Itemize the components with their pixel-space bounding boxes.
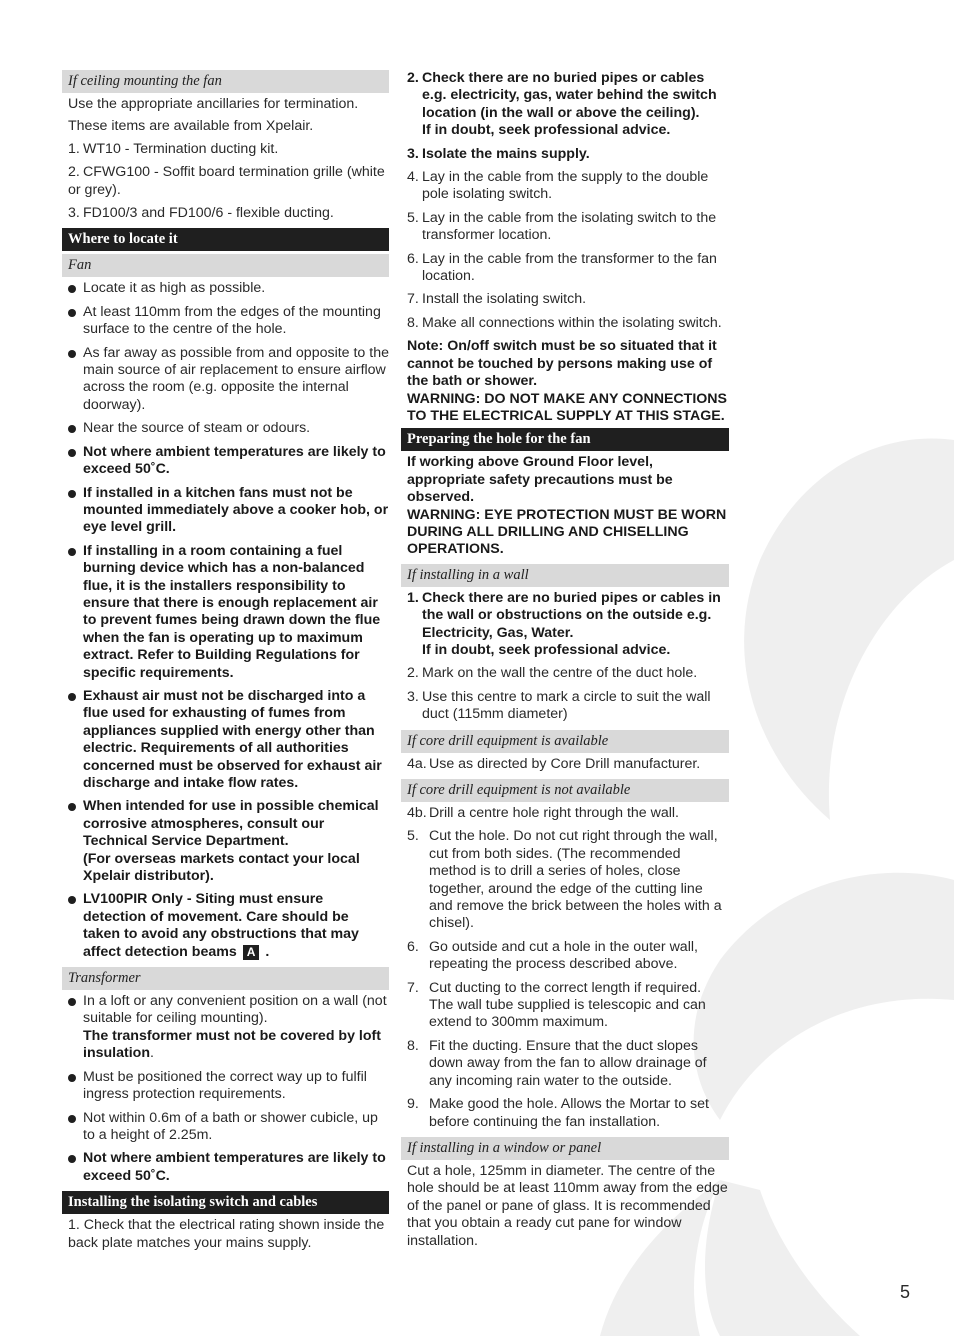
window-install-header: If installing in a window or panel [401,1137,729,1160]
bullet-icon [68,490,76,498]
where-to-locate-header: Where to locate it [62,228,389,251]
list-item: 1. Check there are no buried pipes or cables in the wall or obstructions on the outside e.g. Electricity, Gas, Water. If in doubt, seek professional advice. [407,589,721,658]
list-item: 6. Lay in the cable from the transformer to the fan location. [407,250,717,285]
list-item: Near the source of steam or odours. [62,420,389,437]
list-item: If installing in a room containing a fuel burning device which has a non-balanced flue, it is the installers responsibility to ensure that there is enough replacement air to prevent fumes being drawn down the flue when the fan is operating up to maximum extract. Refer to Building Regulations for specific requirements. [62,543,389,682]
bullet-icon [68,425,76,433]
bullet-icon [68,449,76,457]
list-item: At least 110mm from the edges of the mounting surface to the centre of the hole. [62,304,389,339]
fan-header: Fan [62,254,389,277]
bullet-icon [68,693,76,701]
list-item: LV100PIR Only - Siting must ensure detection of movement. Care should be taken to avoid any obstructions that may affect detection beams A . [62,891,389,961]
list-item: When intended for use in possible chemical corrosive atmospheres, consult our Technical Service Department. (For overseas markets contact your local Xpelair distributor). [62,798,389,885]
list-item: Exhaust air must not be discharged into a flue used for exhausting of fumes from appliances supplied with energy other than electric. Requirements of all authorities concerned must be observed for exhaust air discharge and intake flow rates. [62,688,389,792]
preparing-hole-header: Preparing the hole for the fan [401,428,729,451]
list-item: 1. WT10 - Termination ducting kit. [68,140,279,157]
bullet-icon [68,1074,76,1082]
list-item: 2. Check there are no buried pipes or cables e.g. electricity, gas, water behind the switch location (in the wall or above the ceiling). If in doubt, seek professional advice. [407,70,717,139]
list-item: 6. Go outside and cut a hole in the outer wall, repeating the process described above. [407,938,698,973]
list-item: 7. Cut ducting to the correct length if required. The wall tube supplied is telescopic and can extend to 300mm maximum. [407,979,706,1031]
switch-note: Note: On/off switch must be so situated that it cannot be touched by persons making use of the bath or shower. WARNING: DO NOT MAKE ANY CONNECTIONS TO THE ELECTRICAL SUPPLY AT THIS STAGE. [407,338,728,424]
list-item: Locate it as high as possible. [62,280,389,297]
list-item: 2. Mark on the wall the centre of the duct hole. [407,665,698,682]
figure-reference-badge: A [243,945,260,960]
list-item: 5. Lay in the cable from the isolating switch to the transformer location. [407,209,717,244]
ceiling-intro-1: Use the appropriate ancillaries for termination. [68,96,359,112]
list-item: 4b. Drill a centre hole right through the wall. [407,805,679,821]
list-item: 5. Cut the hole. Do not cut right through the wall, cut from both sides. (The recommended method is to drill a series of holes, close together, around the edge of the cutting line and remove the brick between the holes with a chisel). [407,828,722,932]
page-number: 5 [900,1282,911,1302]
list-item: 3. FD100/3 and FD100/6 - flexible ducting. [68,205,334,222]
list-item: 3. Isolate the mains supply. [407,145,590,162]
bullet-icon [68,1115,76,1123]
core-drill-available-header: If core drill equipment is available [401,730,729,753]
left-column [62,70,389,1257]
list-item: If installed in a kitchen fans must not be mounted immediately above a cooker hob, or eye level grill. [62,485,389,537]
bullet-icon [68,309,76,317]
list-item: 1. Check that the electrical rating shown inside the back plate matches your mains supply. [68,1217,385,1251]
bullet-icon [68,998,76,1006]
bullet-icon [68,548,76,556]
window-install-text: Cut a hole, 125mm in diameter. The centre of the hole should be at least 110mm away from the edge of the panel or pane of glass. It is recommended that you obtain a ready cut pane for window installation. [407,1162,728,1249]
list-item: Not within 0.6m of a bath or shower cubicle, up to a height of 2.25m. [62,1110,389,1145]
bullet-icon [68,896,76,904]
list-item: In a loft or any convenient position on a wall (not suitable for ceiling mounting). The transformer must not be covered by loft insulation. [62,993,389,1063]
isolating-switch-header: Installing the isolating switch and cables [62,1191,389,1214]
list-item: 4. Lay in the cable from the supply to the double pole isolating switch. [407,169,709,203]
list-item: Not where ambient temperatures are likely to exceed 50˚C. [62,1150,389,1185]
list-item: 3. Use this centre to mark a circle to suit the wall duct (115mm diameter) [407,688,711,723]
bullet-icon [68,350,76,358]
list-item: 7. Install the isolating switch. [407,291,587,308]
list-item: 8. Fit the ducting. Ensure that the duct slopes down away from the fan to allow drainage of any incoming rain water to the outside. [407,1037,707,1089]
list-item: Must be positioned the correct way up to fulfil ingress protection requirements. [62,1069,389,1104]
list-item: As far away as possible from and opposite to the main source of air replacement to ensure airflow across the room (e.g. opposite the internal doorway). [62,345,389,415]
list-item: 2. CFWG100 - Soffit board termination grille (white or grey). [68,164,385,198]
core-drill-unavailable-header: If core drill equipment is not available [401,779,729,802]
list-item: Not where ambient temperatures are likely to exceed 50˚C. [62,444,389,479]
bullet-icon [68,285,76,293]
right-column [401,70,729,1255]
list-item: 9. Make good the hole. Allows the Mortar to set before continuing the fan installation. [407,1096,709,1130]
wall-install-header: If installing in a wall [401,564,729,587]
ceiling-mount-header: If ceiling mounting the fan [62,70,389,93]
ceiling-intro-2: These items are available from Xpelair. [68,118,314,135]
list-item: 4a. Use as directed by Core Drill manufacturer. [407,755,701,772]
bullet-icon [68,1155,76,1163]
transformer-header: Transformer [62,967,389,990]
bullet-icon [68,803,76,811]
list-item: 8. Make all connections within the isolating switch. [407,314,722,331]
safety-warning: If working above Ground Floor level, appropriate safety precautions must be observed. WARNING: EYE PROTECTION MUST BE WORN DURING ALL DRILLING AND CHISELLING OPERATIONS. [407,454,727,558]
